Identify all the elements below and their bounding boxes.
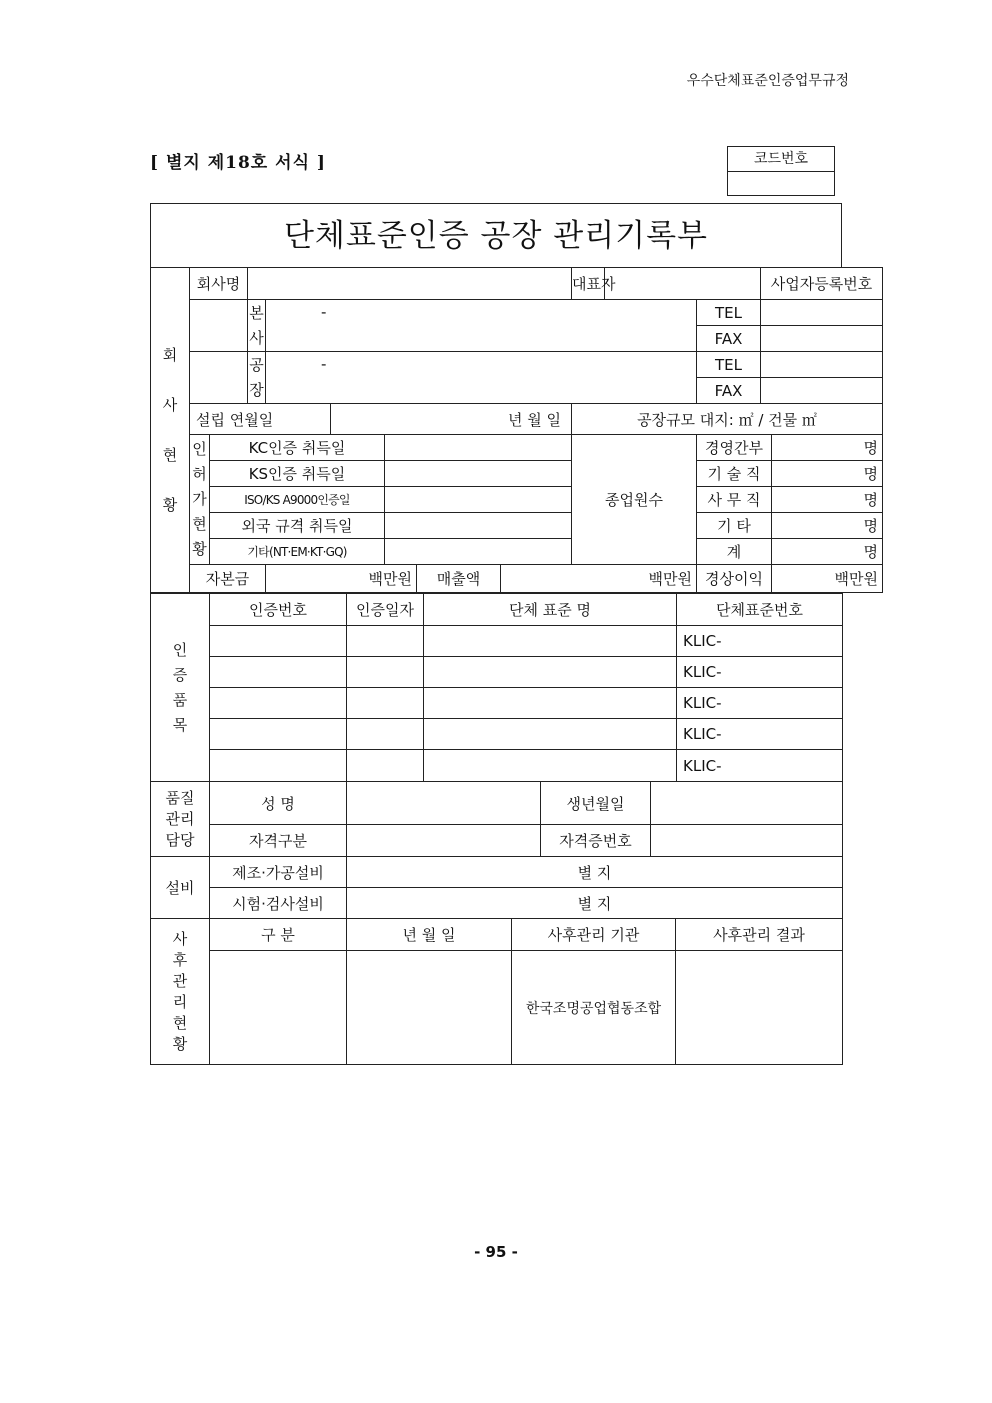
quality-equipment-table xyxy=(150,781,843,919)
ceo-field[interactable] xyxy=(605,268,761,300)
aftercare-type-header: 구 분 xyxy=(210,919,347,951)
manager-name-label: 성 명 xyxy=(210,782,347,825)
standard-name-field[interactable] xyxy=(424,688,677,719)
factory-address-field[interactable] xyxy=(266,352,697,404)
aftercare-date-field[interactable] xyxy=(347,951,512,1065)
permit-ks-label: KS인증 취득일 xyxy=(210,461,385,487)
cert-date-field[interactable] xyxy=(347,688,424,719)
aftercare-section-label: 사 후 관 리 현 황 xyxy=(151,919,210,1065)
capital-label: 자본금 xyxy=(190,565,266,593)
products-section-label: 인 증 품 목 xyxy=(151,594,210,782)
company-status-table xyxy=(150,267,883,593)
cert-number-field[interactable] xyxy=(210,657,347,688)
founded-label: 설립 연월일 xyxy=(190,404,331,435)
table-row xyxy=(151,657,843,688)
cert-date-field[interactable] xyxy=(347,750,424,782)
cert-number-field[interactable] xyxy=(210,719,347,750)
permit-kc-label: KC인증 취득일 xyxy=(210,435,385,461)
employee-count-total[interactable]: 명 xyxy=(772,539,883,565)
code-number-box xyxy=(727,146,835,196)
factory-tel-label: TEL xyxy=(697,352,761,378)
aftercare-result-header: 사후관리 결과 xyxy=(676,919,843,951)
cert-number-field[interactable] xyxy=(210,626,347,657)
aftercare-table xyxy=(150,918,843,1065)
factory-fax-field[interactable] xyxy=(761,378,883,404)
capital-field[interactable]: 백만원 xyxy=(266,565,417,593)
permit-other-field[interactable] xyxy=(385,539,572,565)
employee-type-technical: 기 술 직 xyxy=(697,461,772,487)
standard-number-field[interactable]: KLIC- xyxy=(677,750,843,782)
page-number: - 95 - xyxy=(474,1243,518,1261)
form-number-label: [ 별지 제18호 서식 ] xyxy=(150,153,326,173)
regulation-title: 우수단체표준인증업무규정 xyxy=(686,73,849,89)
code-number-label: 코드번호 xyxy=(728,147,834,172)
permit-ks-field[interactable] xyxy=(385,461,572,487)
standard-name-field[interactable] xyxy=(424,626,677,657)
factory-fax-label: FAX xyxy=(697,378,761,404)
manufacturing-equipment-label: 제조·가공설비 xyxy=(210,857,347,888)
hq-fax-label: FAX xyxy=(697,326,761,352)
aftercare-type-field[interactable] xyxy=(210,951,347,1065)
certified-products-table xyxy=(150,593,843,782)
form-title: 단체표준인증 공장 관리기록부 xyxy=(150,203,842,267)
standard-number-field[interactable]: KLIC- xyxy=(677,719,843,750)
employee-count-management[interactable]: 명 xyxy=(772,435,883,461)
aftercare-agency-field[interactable]: 한국조명공업협동조합 xyxy=(512,951,676,1065)
ceo-label: 대표자 xyxy=(572,268,605,300)
company-name-field[interactable] xyxy=(248,268,572,300)
factory-dash: - xyxy=(321,355,327,373)
employee-type-other: 기 타 xyxy=(697,513,772,539)
manager-name-field[interactable] xyxy=(347,782,541,825)
permit-iso-label: ISO/KS A9000인증일 xyxy=(210,487,385,513)
factory-label: 공 장 xyxy=(248,352,266,404)
standard-name-field[interactable] xyxy=(424,657,677,688)
cert-date-field[interactable] xyxy=(347,719,424,750)
business-reg-label: 사업자등록번호 xyxy=(761,268,883,300)
profit-label: 경상이익 xyxy=(697,565,772,593)
employee-type-total: 계 xyxy=(697,539,772,565)
birthdate-label: 생년월일 xyxy=(541,782,651,825)
code-number-field[interactable] xyxy=(728,172,834,197)
company-name-label: 회사명 xyxy=(190,268,248,300)
company-section-label: 회 사 현 황 xyxy=(151,268,190,593)
founded-date-field[interactable]: 년 월 일 xyxy=(331,404,572,435)
sales-field[interactable]: 백만원 xyxy=(501,565,697,593)
cert-date-header: 인증일자 xyxy=(347,594,424,626)
aftercare-date-header: 년 월 일 xyxy=(347,919,512,951)
standard-name-field[interactable] xyxy=(424,719,677,750)
standard-number-field[interactable]: KLIC- xyxy=(677,657,843,688)
table-row xyxy=(151,688,843,719)
aftercare-result-field[interactable] xyxy=(676,951,843,1065)
employee-count-office[interactable]: 명 xyxy=(772,487,883,513)
inspection-equipment-field[interactable]: 별 지 xyxy=(347,888,843,919)
quality-section-label: 품질 관리 담당 xyxy=(151,782,210,857)
permit-kc-field[interactable] xyxy=(385,435,572,461)
equipment-section-label: 설비 xyxy=(151,857,210,919)
sales-label: 매출액 xyxy=(417,565,501,593)
inspection-equipment-label: 시험·검사설비 xyxy=(210,888,347,919)
employees-label: 종업원수 xyxy=(572,435,697,565)
table-row xyxy=(151,626,843,657)
standard-name-field[interactable] xyxy=(424,750,677,782)
birthdate-field[interactable] xyxy=(651,782,843,825)
employee-count-other[interactable]: 명 xyxy=(772,513,883,539)
standard-number-header: 단체표준번호 xyxy=(677,594,843,626)
qualification-label: 자격구분 xyxy=(210,825,347,857)
employee-type-management: 경영간부 xyxy=(697,435,772,461)
table-row xyxy=(151,719,843,750)
cert-date-field[interactable] xyxy=(347,626,424,657)
cert-number-field[interactable] xyxy=(210,688,347,719)
permit-section-label: 인 허 가 현 황 xyxy=(190,435,210,565)
aftercare-agency-header: 사후관리 기관 xyxy=(512,919,676,951)
permit-iso-field[interactable] xyxy=(385,487,572,513)
factory-blank xyxy=(190,352,248,404)
hq-address-field[interactable] xyxy=(266,300,697,352)
table-row xyxy=(151,750,843,782)
standard-number-field[interactable]: KLIC- xyxy=(677,688,843,719)
profit-field[interactable]: 백만원 xyxy=(772,565,883,593)
hq-label: 본 사 xyxy=(248,300,266,352)
hq-fax-field[interactable] xyxy=(761,326,883,352)
hq-blank xyxy=(190,300,248,352)
cert-no-field[interactable] xyxy=(651,825,843,857)
employee-count-technical[interactable]: 명 xyxy=(772,461,883,487)
qualification-field[interactable] xyxy=(347,825,541,857)
hq-tel-field[interactable] xyxy=(761,300,883,326)
permit-foreign-label: 외국 규격 취득일 xyxy=(210,513,385,539)
cert-number-field[interactable] xyxy=(210,750,347,782)
factory-tel-field[interactable] xyxy=(761,352,883,378)
cert-no-label: 자격증번호 xyxy=(541,825,651,857)
standard-number-field[interactable]: KLIC- xyxy=(677,626,843,657)
hq-tel-label: TEL xyxy=(697,300,761,326)
factory-scale-field[interactable]: 공장규모 대지: ㎡ / 건물 ㎡ xyxy=(572,404,883,435)
hq-dash: - xyxy=(321,303,327,321)
permit-other-label: 기타(NT·EM·KT·GQ) xyxy=(210,539,385,565)
employee-type-office: 사 무 직 xyxy=(697,487,772,513)
standard-name-header: 단체 표준 명 xyxy=(424,594,677,626)
permit-foreign-field[interactable] xyxy=(385,513,572,539)
manufacturing-equipment-field[interactable]: 별 지 xyxy=(347,857,843,888)
cert-number-header: 인증번호 xyxy=(210,594,347,626)
cert-date-field[interactable] xyxy=(347,657,424,688)
